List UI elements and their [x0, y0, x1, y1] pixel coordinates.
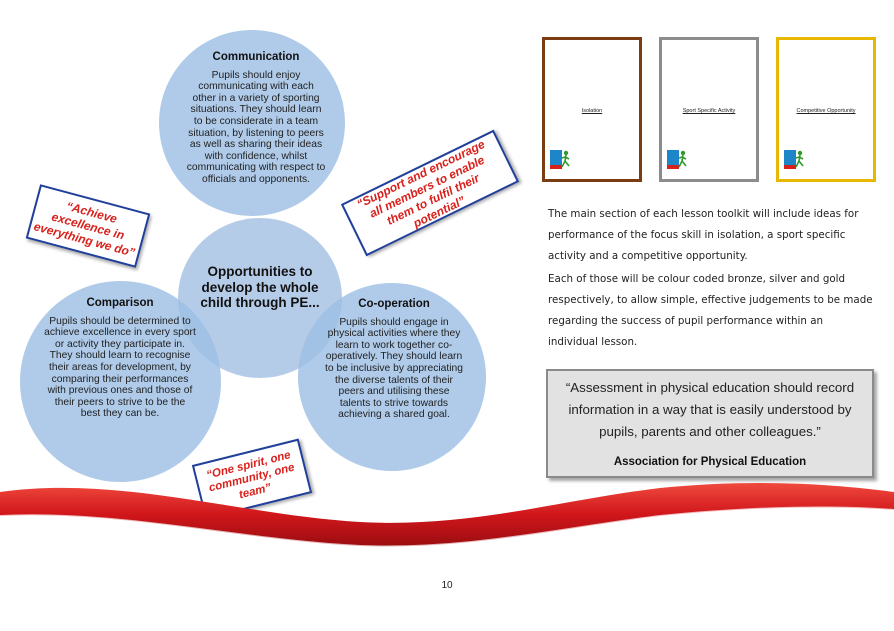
communication-text: [186, 52, 326, 186]
center-title: Opportunities to develop the whole child through PE...: [200, 264, 320, 310]
red-wave-decoration: [0, 470, 894, 550]
paragraph-colour-coding: Each of those will be colour coded bronze, silver and gold respectively, to allow simple, effective judgements to be made regarding the success of pupil performance within an individual lesson.: [548, 273, 873, 348]
quote-attribution: Association for Physical Education: [613, 456, 807, 468]
comparison-body: Pupils should be determined to achieve excellence in every sport or activity they participate in. They should learn to recognise their areas for development, by comparing their performances with previous ones and those of their peers to strive to be the best they can be.: [44, 315, 196, 420]
card-label: Competitive Opportunity: [796, 108, 856, 114]
school-sport-logo-icon: [666, 147, 688, 171]
quote-text: “Assessment in physical education should record information in a way that is easily understood by pupils, parents and other colleagues.”: [565, 380, 855, 439]
school-sport-logo-icon: [549, 147, 571, 171]
spirit-callout: “One spirit, one community, one team”: [192, 439, 312, 520]
comparison-text: [44, 298, 196, 420]
card-isolation: [542, 37, 642, 182]
cooperation-title: Co-operation: [358, 298, 430, 310]
communication-body: Pupils should enjoy communicating with each other in a variety of sporting situations. They should learn to be considerate in a team situation, by listening to peers as well as sharing their ideas with confidence, whilst communicating with respect to officials and opponents.: [186, 69, 326, 185]
card-sport-specific: [659, 37, 759, 182]
cooperation-body: Pupils should engage in physical activities where they learn to work together co-operatively. They should learn to be inclusive by appreciating the diverse talents of their peers and utilising these talents to strive towards achieving a shared goal.: [325, 316, 463, 421]
support-callout: “Support and encourage all members to enable them to fulfil their potential”: [341, 130, 519, 257]
paragraph-toolkit: The main section of each lesson toolkit will include ideas for performance of the focus skill in isolation, a sport specific activity and a competitive opportunity.: [548, 208, 859, 262]
card-label: Sport Specific Activity: [682, 108, 736, 114]
card-label: Isolation: [581, 108, 603, 114]
communication-title: Communication: [212, 51, 300, 63]
page-number: 10: [441, 580, 453, 591]
card-competitive: [776, 37, 876, 182]
quote-box: [546, 369, 874, 478]
cooperation-text: [322, 299, 466, 421]
school-sport-logo-icon: [783, 147, 805, 171]
achieve-callout: “Achieve excellence in everything we do”: [26, 184, 151, 268]
comparison-title: Comparison: [86, 297, 154, 309]
